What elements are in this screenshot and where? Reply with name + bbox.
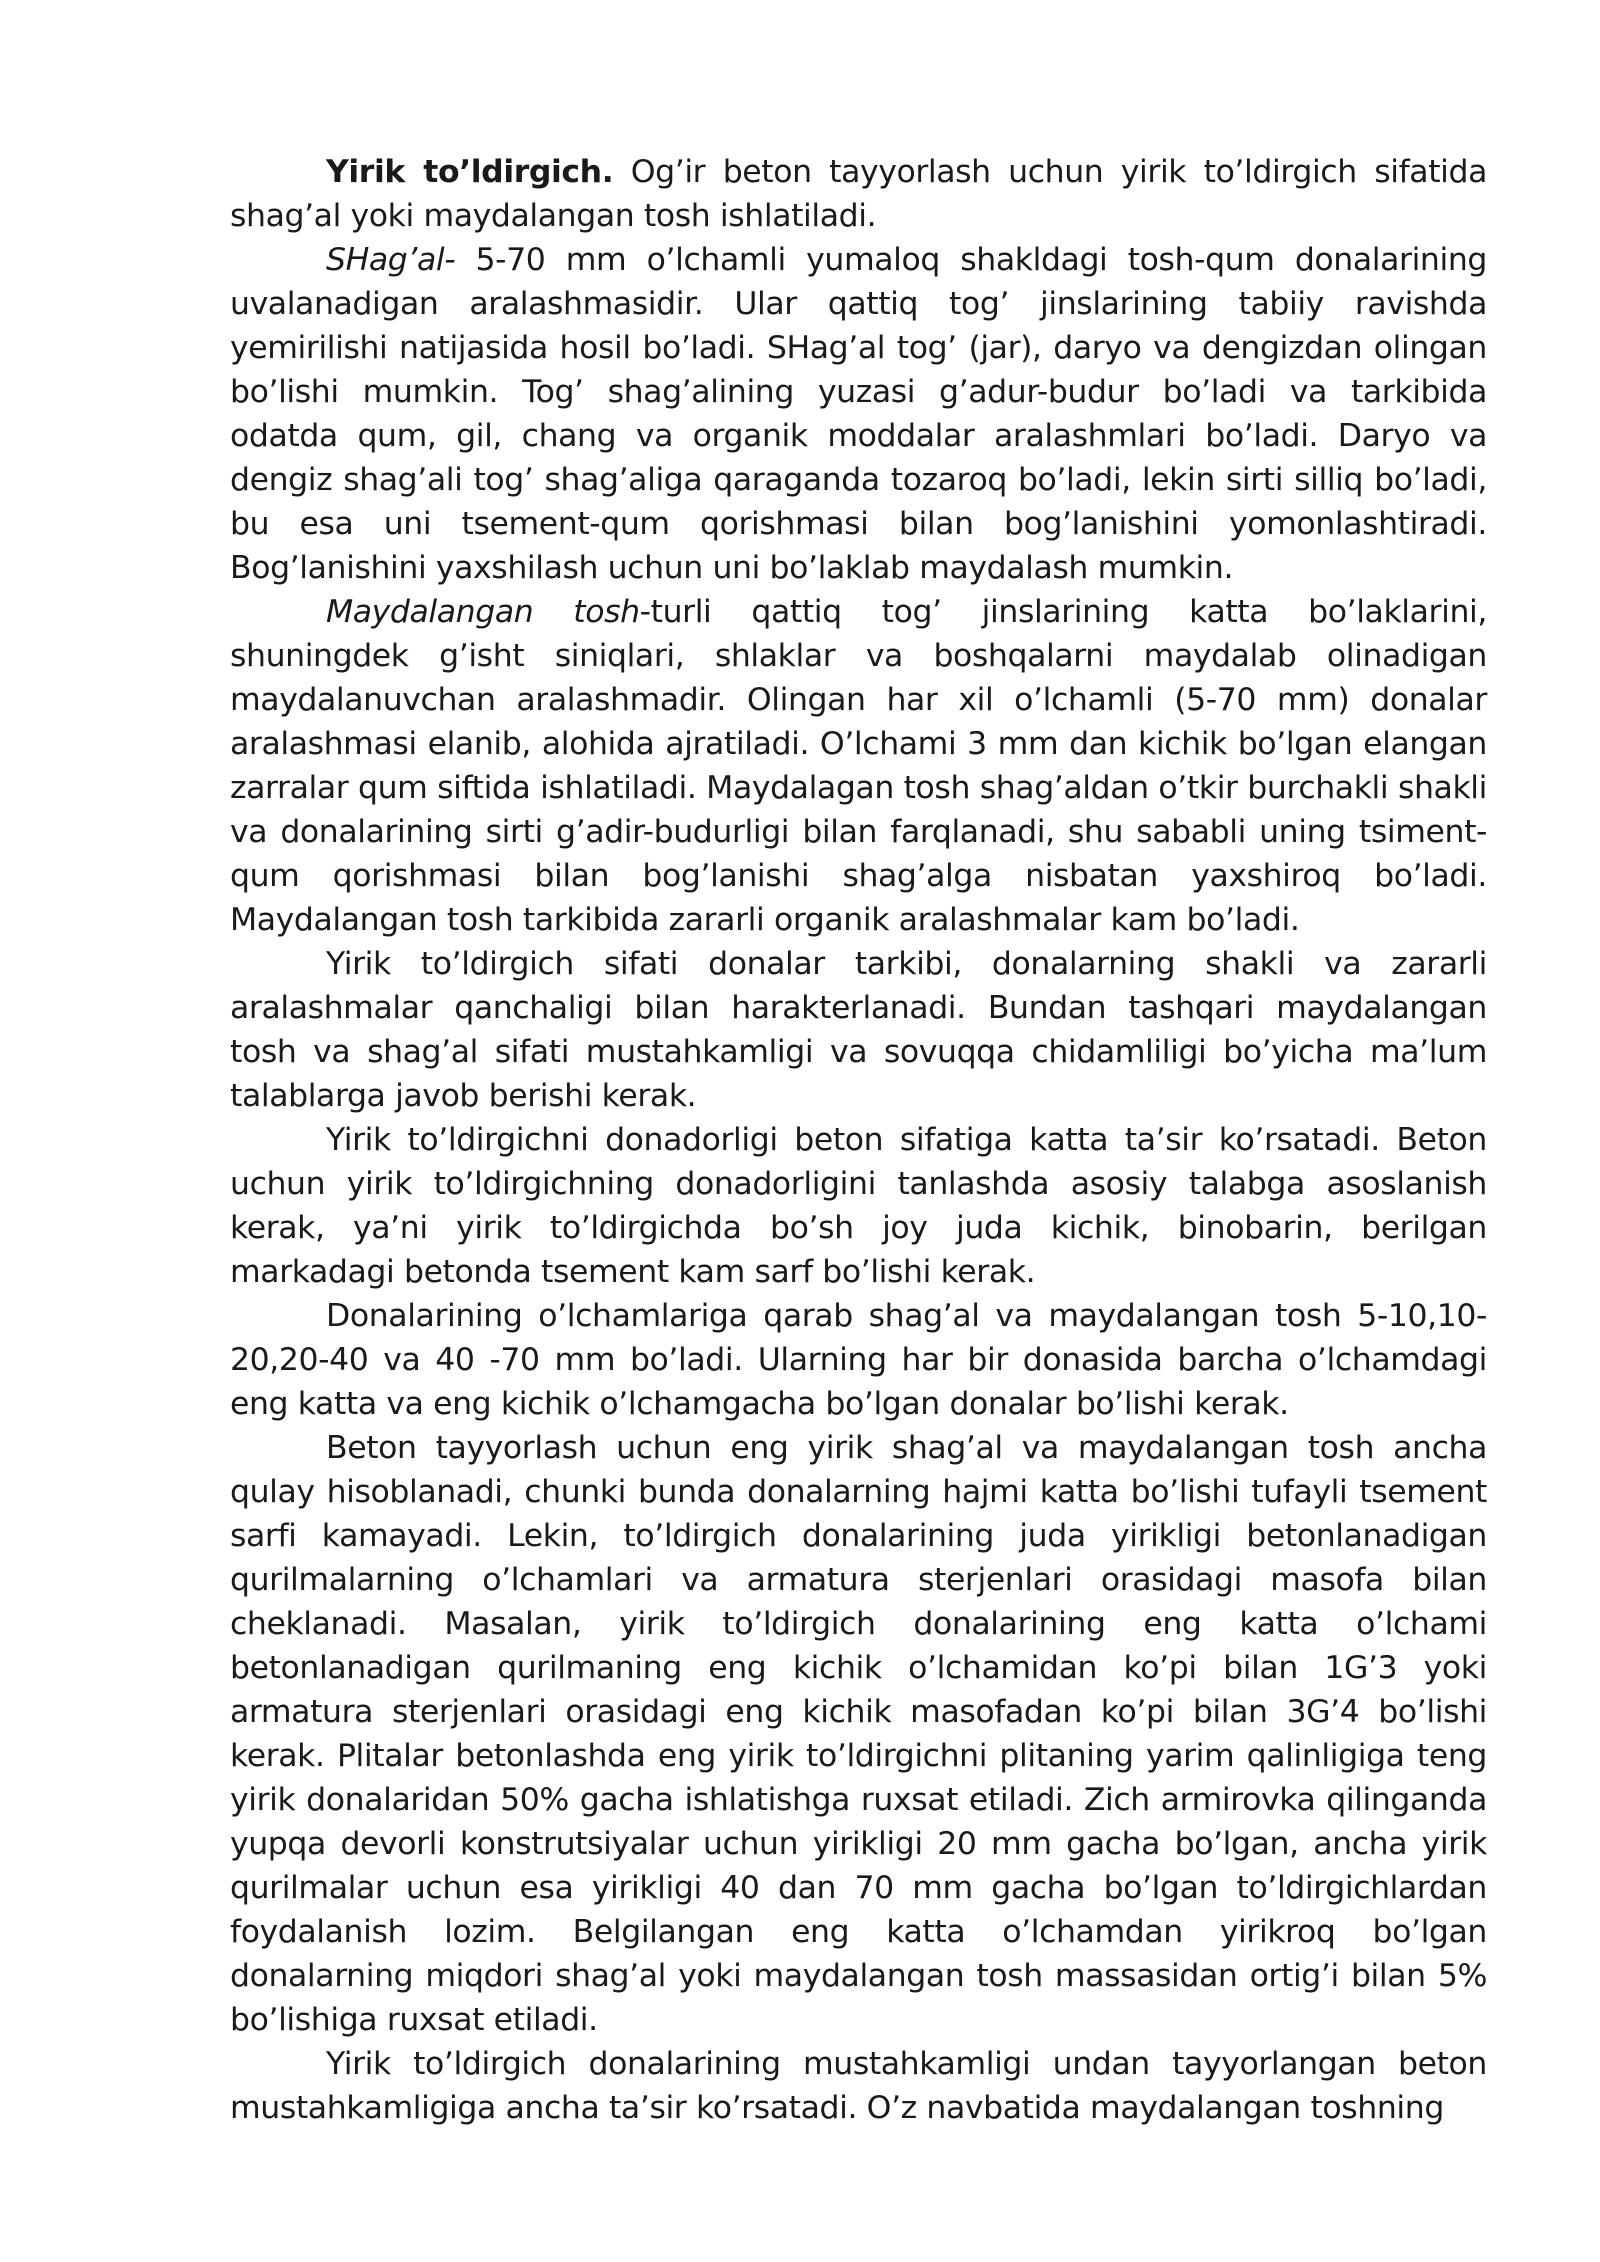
paragraph-text: Yirik to’ldirgichni donadorligi beton sifatiga katta ta’sir ko’rsatadi. Beton uchun yirik to’ldirgichning donadorligini tanlashda asosiy talabga asoslanish kerak, ya’ni yirik to’ldirgichda bo’sh joy juda kichik, binobarin, berilgan markadagi betonda tsement kam sarf bo’lishi kerak. [230, 1122, 1487, 1290]
paragraph-maydalangan-tosh [230, 590, 1487, 942]
term-maydalangan-tosh: Maydalangan tosh [326, 594, 640, 630]
paragraph-mustahkamligi [230, 2042, 1487, 2130]
paragraph-text: Og’ir beton tayyorlash uchun yirik to’ldirgich sifatida shag’al yoki maydalangan tosh ishlatiladi. [230, 154, 1487, 234]
paragraph-donadorligi [230, 1118, 1487, 1294]
paragraph-text: Donalarining o’lchamlariga qarab shag’al va maydalangan tosh 5-10,10-20,20-40 va 40 -70 mm bo’ladi. Ularning har bir donasida barcha o’lchamdagi eng katta va eng kichik o’lchamgacha bo’lgan donalar bo’lishi kerak. [230, 1298, 1487, 1422]
paragraph-olchamlari [230, 1294, 1487, 1426]
paragraph-yirik-toldirgich [230, 150, 1487, 238]
term-shagal: SHag’al- [326, 242, 456, 278]
document-page [230, 150, 1487, 2130]
paragraph-sifati [230, 942, 1487, 1118]
paragraph-text: Yirik to’ldirgich donalarining mustahkamligi undan tayyorlangan beton mustahkamligiga ancha ta’sir ko’rsatadi. O’z navbatida maydalangan toshning [230, 2046, 1487, 2126]
paragraph-eng-yirik [230, 1426, 1487, 2042]
paragraph-heading: Yirik to’ldirgich. [326, 154, 614, 190]
paragraph-text: -turli qattiq tog’ jinslarining katta bo’laklarini, shuningdek g’isht siniqlari, shlaklar va boshqalarni maydalab olinadigan maydalanuvchan aralashmadir. Olingan har xil o’lchamli (5-70 mm) donalar aralashmasi elanib, alohida ajratiladi. O’lchami 3 mm dan kichik bo’lgan elangan zarralar qum siftida ishlatiladi. Maydalagan tosh shag’aldan o’tkir burchakli shakli va donalarining sirti g’adir-budurligi bilan farqlanadi, shu sababli uning tsiment-qum qorishmasi bilan bog’lanishi shag’alga nisbatan yaxshiroq bo’ladi. Maydalangan tosh tarkibida zararli organik aralashmalar kam bo’ladi. [230, 594, 1487, 938]
paragraph-text: 5-70 mm o’lchamli yumaloq shakldagi tosh-qum donalarining uvalanadigan aralashmasidir. Ular qattiq tog’ jinslarining tabiiy ravishda yemirilishi natijasida hosil bo’ladi. SHag’al tog’ (jar), daryo va dengizdan olingan bo’lishi mumkin. Tog’ shag’alining yuzasi g’adur-budur bo’ladi va tarkibida odatda qum, gil, chang va organik moddalar aralashmlari bo’ladi. Daryo va dengiz shag’ali tog’ shag’aliga qaraganda tozaroq bo’ladi, lekin sirti silliq bo’ladi, bu esa uni tsement-qum qorishmasi bilan bog’lanishini yomonlashtiradi. Bog’lanishini yaxshilash uchun uni bo’laklab maydalash mumkin. [230, 242, 1487, 586]
paragraph-text: Beton tayyorlash uchun eng yirik shag’al va maydalangan tosh ancha qulay hisoblanadi, chunki bunda donalarning hajmi katta bo’lishi tufayli tsement sarfi kamayadi. Lekin, to’ldirgich donalarining juda yirikligi betonlanadigan qurilmalarning o’lchamlari va armatura sterjenlari orasidagi masofa bilan cheklanadi. Masalan, yirik to’ldirgich donalarining eng katta o’lchami betonlanadigan qurilmaning eng kichik o’lchamidan ko’pi bilan 1G’3 yoki armatura sterjenlari orasidagi eng kichik masofadan ko’pi bilan 3G’4 bo’lishi kerak. Plitalar betonlashda eng yirik to’ldirgichni plitaning yarim qalinligiga teng yirik donalaridan 50% gacha ishlatishga ruxsat etiladi. Zich armirovka qilinganda yupqa devorli konstrutsiyalar uchun yirikligi 20 mm gacha bo’lgan, ancha yirik qurilmalar uchun esa yirikligi 40 dan 70 mm gacha bo’lgan to’ldirgichlardan foydalanish lozim. Belgilangan eng katta o’lchamdan yirikroq bo’lgan donalarning miqdori shag’al yoki maydalangan tosh massasidan ortig’i bilan 5% bo’lishiga ruxsat etiladi. [230, 1430, 1487, 2038]
paragraph-shagal [230, 238, 1487, 590]
paragraph-text: Yirik to’ldirgich sifati donalar tarkibi, donalarning shakli va zararli aralashmalar qanchaligi bilan harakterlanadi. Bundan tashqari maydalangan tosh va shag’al sifati mustahkamligi va sovuqqa chidamliligi bo’yicha ma’lum talablarga javob berishi kerak. [230, 946, 1487, 1114]
